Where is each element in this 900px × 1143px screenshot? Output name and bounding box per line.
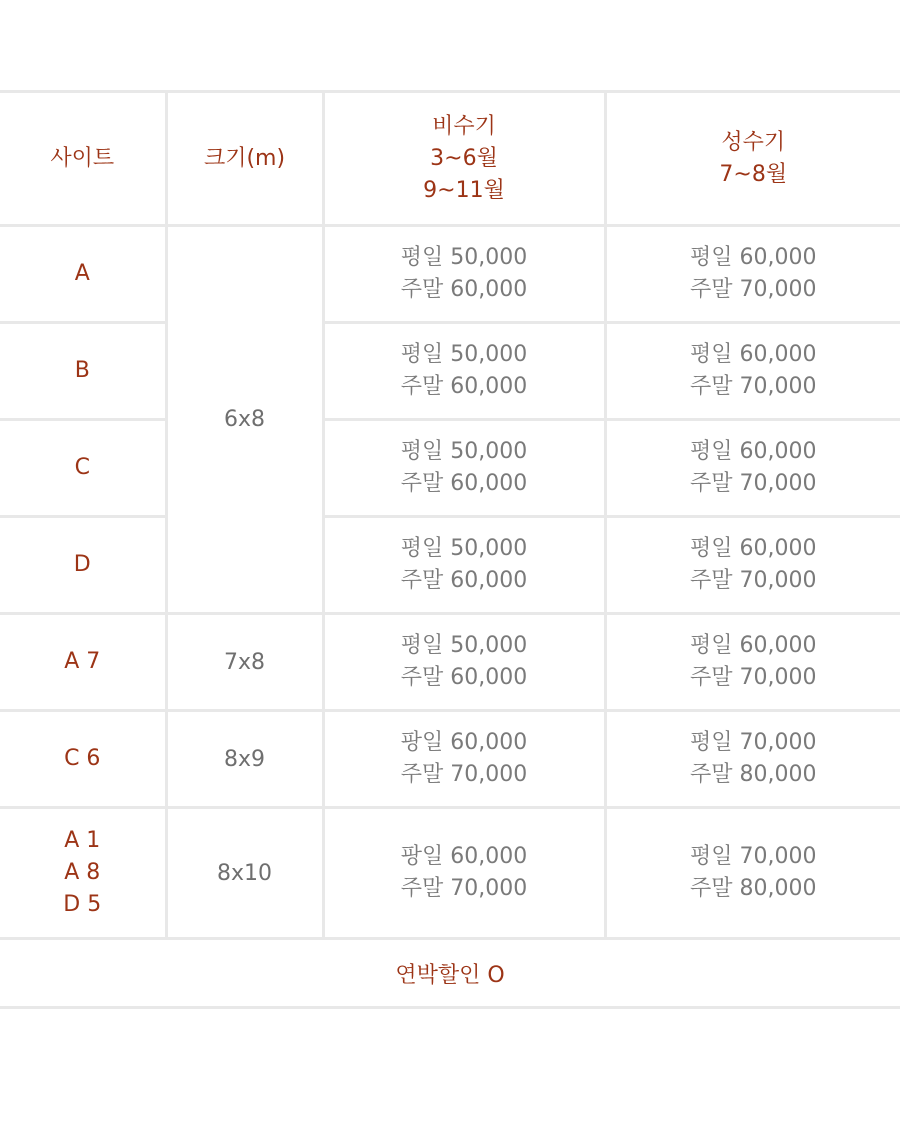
site-name: A (74, 261, 90, 286)
site-cell (0, 420, 166, 517)
off-season-price-cell (323, 323, 605, 420)
off-season-price-cell (323, 614, 605, 711)
table-row (0, 711, 900, 808)
site-name: B (74, 358, 90, 383)
header-size: 크기(m) (166, 92, 323, 226)
weekend-price: 주말 60,000 (400, 277, 528, 302)
weekend-price: 주말 60,000 (400, 471, 528, 496)
size-cell: 7x8 (166, 614, 323, 711)
peak-season-price-cell (605, 517, 900, 614)
site-cell (0, 323, 166, 420)
size-cell: 8x10 (166, 808, 323, 939)
weekend-price: 주말 60,000 (400, 665, 528, 690)
weekday-price: 평일 50,000 (400, 536, 528, 561)
campsite-price-table (0, 90, 900, 1009)
weekday-price: 평일 50,000 (400, 245, 528, 270)
table-row (0, 808, 900, 939)
weekend-price: 주말 70,000 (690, 471, 817, 496)
weekday-price: 평일 50,000 (400, 439, 528, 464)
size-cell: 6x8 (166, 226, 323, 614)
size-cell: 8x9 (166, 711, 323, 808)
weekday-price: 평일 60,000 (690, 342, 817, 367)
weekend-price: 주말 60,000 (400, 374, 528, 399)
off-season-months-2: 9~11월 (423, 177, 505, 203)
site-cell (0, 517, 166, 614)
multi-night-discount-note: 연박할인 O (0, 939, 900, 1008)
table-footer-row (0, 939, 900, 1008)
site-name: C 6 (64, 746, 101, 771)
site-name: D (73, 552, 91, 577)
table-row (0, 226, 900, 323)
off-season-months-1: 3~6월 (430, 145, 498, 171)
weekday-price: 평일 60,000 (690, 245, 817, 270)
weekend-price: 주말 80,000 (690, 762, 817, 787)
weekday-price: 팡일 60,000 (400, 844, 528, 869)
peak-season-price-cell (605, 420, 900, 517)
table-row (0, 323, 900, 420)
weekday-price: 평일 60,000 (690, 439, 817, 464)
off-season-price-cell (323, 808, 605, 939)
weekday-price: 평일 70,000 (690, 730, 817, 755)
off-season-title: 비수기 (432, 113, 496, 139)
site-cell (0, 226, 166, 323)
table-row (0, 420, 900, 517)
peak-season-price-cell (605, 614, 900, 711)
weekday-price: 평일 70,000 (690, 844, 817, 869)
weekday-price: 평일 60,000 (690, 536, 817, 561)
header-site: 사이트 (0, 92, 166, 226)
weekday-price: 평일 50,000 (400, 633, 528, 658)
site-name: D 5 (63, 892, 102, 917)
off-season-price-cell (323, 420, 605, 517)
site-name: A 7 (64, 649, 101, 674)
weekend-price: 주말 70,000 (400, 762, 528, 787)
header-peak-season (605, 92, 900, 226)
site-name: A 1 (64, 828, 101, 853)
off-season-price-cell (323, 226, 605, 323)
weekend-price: 주말 70,000 (400, 876, 528, 901)
site-cell (0, 711, 166, 808)
site-name: C (74, 455, 90, 480)
site-name: A 8 (64, 860, 101, 885)
weekend-price: 주말 60,000 (400, 568, 528, 593)
off-season-price-cell (323, 517, 605, 614)
weekday-price: 평일 50,000 (400, 342, 528, 367)
weekday-price: 팡일 60,000 (400, 730, 528, 755)
peak-season-price-cell (605, 711, 900, 808)
site-cell (0, 614, 166, 711)
weekend-price: 주말 70,000 (690, 374, 817, 399)
price-table-container (0, 90, 900, 1009)
weekend-price: 주말 70,000 (690, 568, 817, 593)
peak-season-price-cell (605, 226, 900, 323)
weekend-price: 주말 70,000 (690, 277, 817, 302)
peak-season-price-cell (605, 323, 900, 420)
table-row (0, 517, 900, 614)
peak-season-title: 성수기 (721, 129, 786, 155)
table-header-row (0, 92, 900, 226)
peak-season-months: 7~8월 (719, 161, 788, 187)
table-row (0, 614, 900, 711)
site-cell (0, 808, 166, 939)
weekend-price: 주말 80,000 (690, 876, 817, 901)
off-season-price-cell (323, 711, 605, 808)
weekend-price: 주말 70,000 (690, 665, 817, 690)
header-off-season (323, 92, 605, 226)
peak-season-price-cell (605, 808, 900, 939)
weekday-price: 평일 60,000 (690, 633, 817, 658)
